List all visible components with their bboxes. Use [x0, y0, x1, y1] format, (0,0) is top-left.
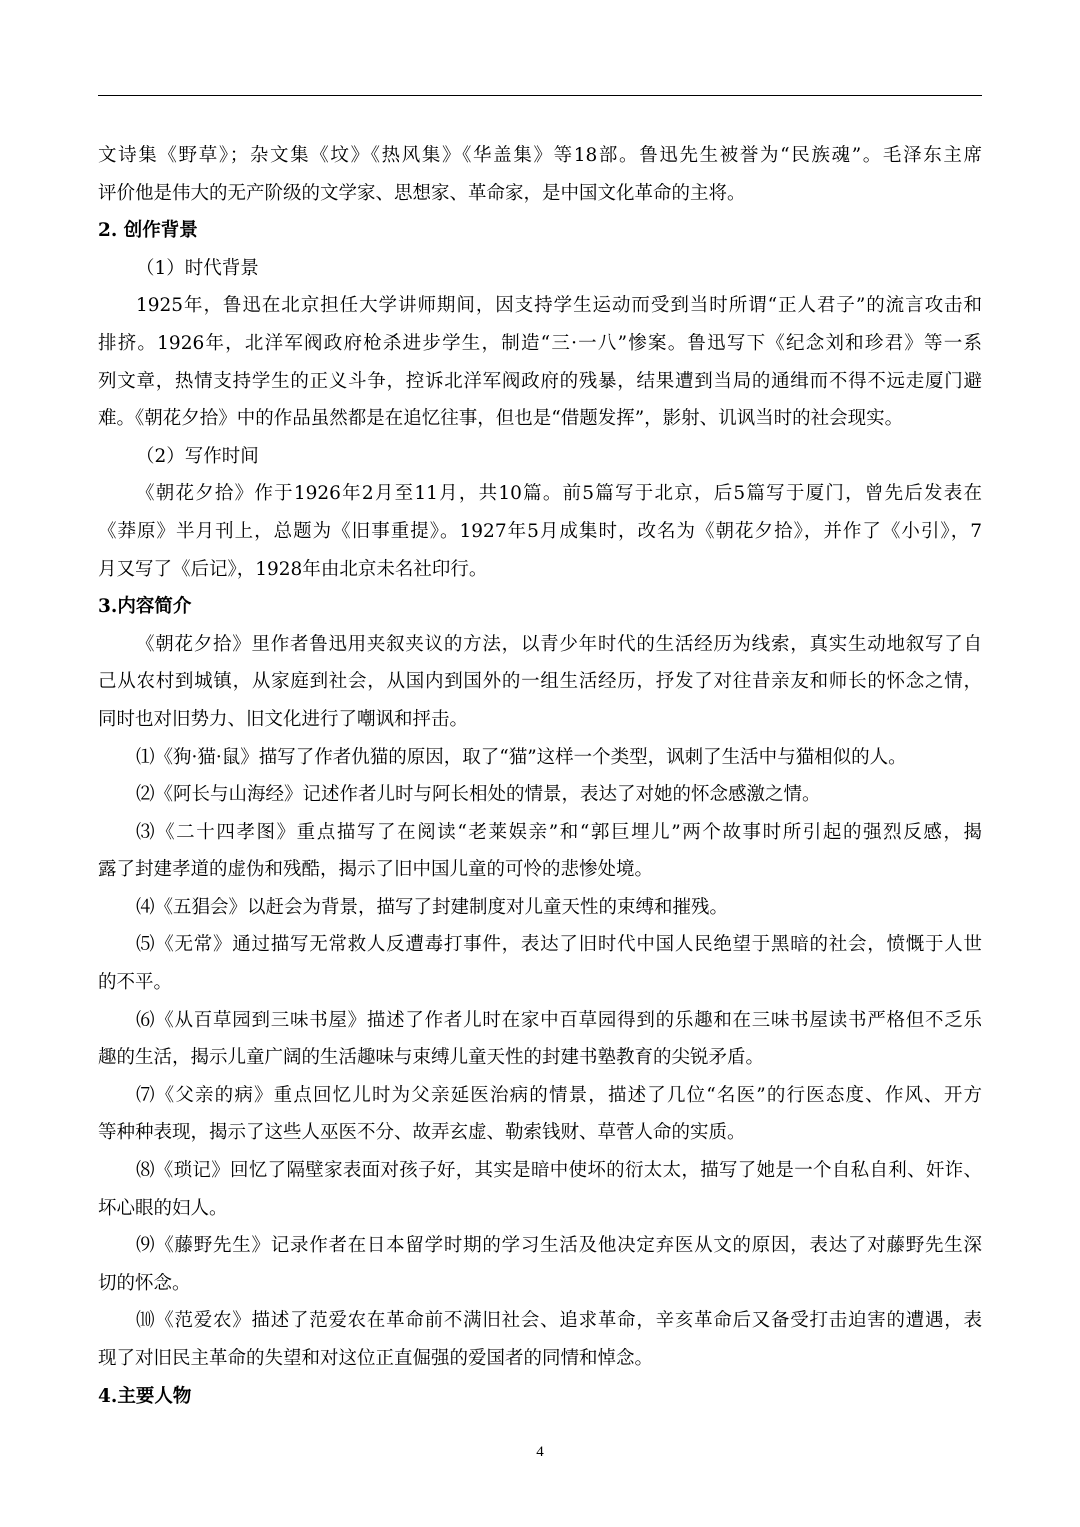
list-item-line: 坏心眼的妇人。 [98, 1197, 228, 1219]
list-item-line: ⑷《五猖会》以赶会为背景，描写了封建制度对儿童天性的束缚和摧残。 [136, 896, 729, 918]
list-item-line: ⑶《二十四孝图》重点描写了在阅读“老莱娱亲”和“郭巨埋儿”两个故事时所引起的强烈反感，揭 [136, 821, 982, 843]
section-heading: 3.内容简介 [98, 596, 192, 618]
subsection-heading: （1）时代背景 [136, 257, 259, 279]
list-item-line: ⑼《藤野先生》记录作者在日本留学时期的学习生活及他决定弃医从文的原因，表达了对藤野先生深 [136, 1235, 982, 1257]
section-heading: 2. 创作背景 [98, 220, 198, 242]
paragraph-line: 难。《朝花夕拾》中的作品虽然都是在追忆往事，但也是“借题发挥”，影射、讥讽当时的社会现实。 [98, 408, 904, 430]
paragraph-line: 1925年，鲁迅在北京担任大学讲师期间，因支持学生运动而受到当时所谓“正人君子”的流言攻击和 [136, 295, 982, 317]
list-item-line: 现了对旧民主革命的失望和对这位正直倔强的爱国者的同情和悼念。 [98, 1348, 654, 1369]
list-item-line: ⑸《无常》通过描写无常救人反遭毒打事件，表达了旧时代中国人民绝望于黑暗的社会，愤慨于人世 [136, 934, 982, 956]
list-item-line: 露了封建孝道的虚伪和残酷，揭示了旧中国儿童的可怜的悲惨处境。 [98, 859, 654, 881]
page-number: 4 [536, 1444, 544, 1460]
list-item-line: 趣的生活，揭示儿童广阔的生活趣味与束缚儿童天性的封建书塾教育的尖锐矛盾。 [98, 1047, 765, 1069]
list-item-line: ⑴《狗·猫·鼠》描写了作者仇猫的原因，取了“猫”这样一个类型，讽刺了生活中与猫相似的人。 [136, 746, 907, 768]
list-item-line: ⑺《父亲的病》重点回忆儿时为父亲延医治病的情景，描述了几位“名医”的行医态度、作风、开方 [136, 1084, 982, 1106]
paragraph-line: 排挤。1926年，北洋军阀政府枪杀进步学生，制造“三·一八”惨案。鲁迅写下《纪念刘和珍君》等一系 [98, 332, 982, 354]
paragraph-line: 文诗集《野草》；杂文集《坟》《热风集》《华盖集》等18部。鲁迅先生被誉为“民族魂”。毛泽东主席 [98, 145, 982, 166]
list-item-line: 的不平。 [98, 972, 173, 994]
paragraph-line: 评价他是伟大的无产阶级的文学家、思想家、革命家，是中国文化革命的主将。 [98, 182, 746, 204]
list-item-line: ⑻《琐记》回忆了隔壁家表面对孩子好，其实是暗中使坏的衍太太，描写了她是一个自私自利、奸诈、 [136, 1160, 982, 1182]
section-heading: 4.主要人物 [98, 1385, 192, 1407]
paragraph-line: 列文章，热情支持学生的正义斗争，控诉北洋军阀政府的残暴，结果遭到当局的通缉而不得不远走厦门避 [98, 370, 982, 392]
document-body [98, 137, 982, 1415]
subsection-heading: （2）写作时间 [136, 445, 259, 467]
list-item-line: ⑹《从百草园到三味书屋》描述了作者儿时在家中百草园得到的乐趣和在三味书屋读书严格但不乏乐 [136, 1009, 982, 1031]
paragraph-line: 《莽原》半月刊上，总题为《旧事重提》。1927年5月成集时，改名为《朝花夕拾》，并作了《小引》，7 [98, 520, 982, 542]
paragraph-line: 同时也对旧势力、旧文化进行了嘲讽和抨击。 [98, 708, 469, 730]
list-item-line: 等种种表现，揭示了这些人巫医不分、故弄玄虚、勒索钱财、草菅人命的实质。 [98, 1122, 746, 1144]
header-rule [98, 95, 982, 96]
list-item-line: ⑵《阿长与山海经》记述作者儿时与阿长相处的情景，表达了对她的怀念感激之情。 [136, 784, 821, 806]
paragraph-line: 月又写了《后记》，1928年由北京未名社印行。 [98, 558, 488, 580]
paragraph-line: 《朝花夕拾》里作者鲁迅用夹叙夹议的方法，以青少年时代的生活经历为线索，真实生动地叙写了自 [136, 633, 982, 655]
paragraph-line: 己从农村到城镇，从家庭到社会，从国内到国外的一组生活经历，抒发了对往昔亲友和师长的怀念之情， [98, 671, 982, 693]
paragraph-line: 《朝花夕拾》作于1926年2月至11月，共10篇。前5篇写于北京，后5篇写于厦门，曾先后发表在 [136, 483, 982, 505]
list-item-line: ⑽《范爱农》描述了范爱农在革命前不满旧社会、追求革命，辛亥革命后又备受打击迫害的遭遇，表 [136, 1310, 982, 1332]
list-item-line: 切的怀念。 [98, 1272, 191, 1294]
